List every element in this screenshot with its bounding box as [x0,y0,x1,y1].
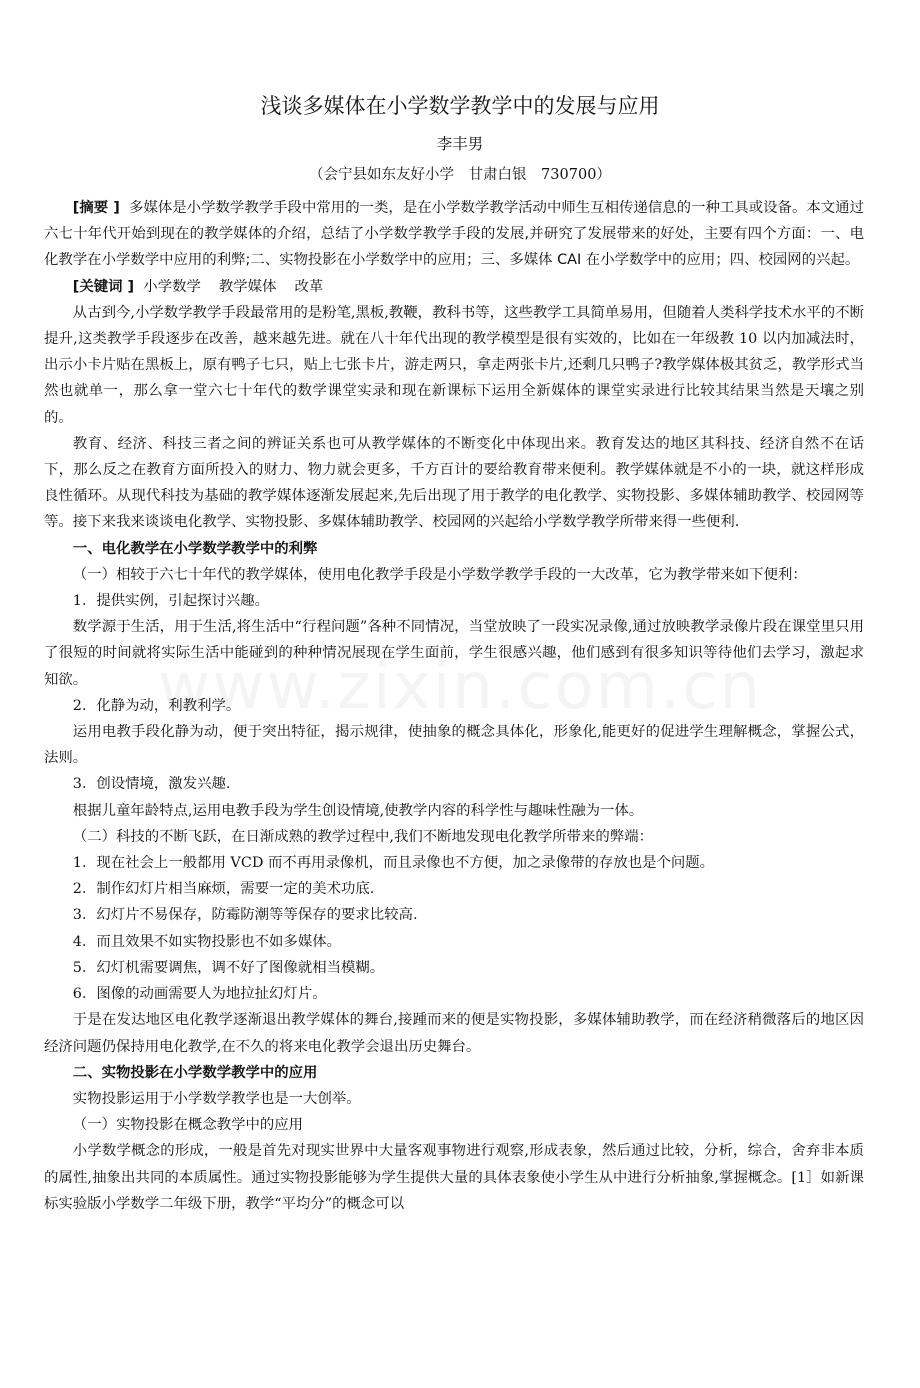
body-paragraph: 于是在发达地区电化教学逐渐退出教学媒体的舞台,接踵而来的便是实物投影，多媒体辅助教学，而在经济稍微落后的地区因经济问题仍保持用电化教学,在不久的将来电化教学会退出历史舞台。 [44,1012,864,1055]
abstract-text: 多媒体是小学数学教学手段中常用的一类，是在小学数学教学活动中师生互相传递信息的一种工具或设备。本文通过六七十年代开始到现在的教学媒体的介绍，总结了小学数学教学手段的发展,并研究了发展带来的好处，主要有四个方面：一、电化教学在小学数学中应用的利弊;二、实物投影在小学数学中的应用；三、多媒体 CAI 在小学数学中的应用；四、校园网的兴起。 [44,200,864,269]
list-item: 5．幻灯机需要调焦，调不好了图像就相当模糊。 [72,959,385,976]
abstract-label: [摘要 ] [72,200,120,216]
list-item: 4．而且效果不如实物投影也不如多媒体。 [72,933,341,950]
abstract [44,195,864,274]
list-item: 2．化静为动，利教利学。 [72,697,241,714]
body-paragraph: 从古到今,小学数学教学手段最常用的是粉笔,黑板,教鞭，教科书等，这些教学工具简单易用，但随着人类科学技术水平的不断提升,这类教学手段逐步在改善，越来越先进。就在八十年代出现的教学模型是很有实效的，比如在一年级教 10 以内加减法时，出示小卡片贴在黑板上，原有鸭子七只，贴上七张卡片，游走两只，拿走两张卡片,还剩几只鸭子?教学媒体极其贫乏，教学形式当然也就单一，那么拿一堂六七十年代的数学课堂实录和现在新课标下运用全新媒体的课堂实录进行比较其结果当然是天壤之别的。 [44,304,864,426]
section-heading: 二、实物投影在小学数学教学中的应用 [72,1064,318,1081]
body-paragraph: 教育、经济、科技三者之间的辨证关系也可从教学媒体的不断变化中体现出来。教育发达的地区其科技、经济自然不在话下，那么反之在教育方面所投入的财力、物力就会更多，千方百计的要给教育带来便利。教学媒体就是不小的一块，就这样形成良性循环。从现代科技为基础的教学媒体逐渐发展起来,先后出现了用于教学的电化教学、实物投影、多媒体辅助教学、校园网等等。接下来我来谈谈电化教学、实物投影、多媒体辅助教学、校园网的兴起给小学数学教学所带来得一些便利. [44,435,864,531]
keyword-item: 教学媒体 [218,278,277,295]
section-heading: 一、电化教学在小学数学教学中的利弊 [72,540,318,557]
body-paragraph: 小学数学概念的形成，一般是首先对现实世界中大量客观事物进行观察,形成表象，然后通过比较，分析，综合，舍弃非本质的属性,抽象出共同的本质属性。通过实物投影能够为学生提供大量的具体表象使小学生从中进行分析抽象,掌握概念。[1］如新课标实验版小学数学二年级下册，教学“平均分”的概念可以 [44,1143,864,1212]
body-paragraph: 根据儿童年龄特点,运用电教手段为学生创设情境,使教学内容的科学性与趣味性融为一体。 [72,802,644,819]
subsection-paragraph: （一）相较于六七十年代的教学媒体，使用电化教学手段是小学数学教学手段的一大改革，它为教学带来如下便利： [72,566,807,583]
keyword-item: 改革 [294,278,324,295]
body-paragraph: 运用电教手段化静为动，便于突出特征，揭示规律，使抽象的概念具体化，形象化,能更好的促进学生理解概念，掌握公式，法则。 [44,724,864,767]
keywords [44,274,864,300]
list-item: 6．图像的动画需要人为地拉扯幻灯片。 [72,986,327,1003]
document-body [44,195,864,1217]
list-item: 1．现在社会上一般都用 VCD 而不再用录像机，而且录像也不方便，加之录像带的存放也是个问题。 [72,855,715,872]
list-item: 1．提供实例，引起探讨兴趣。 [72,593,270,610]
list-item: 3．幻灯片不易保存，防霉防潮等等保存的要求比较高. [72,907,418,924]
list-item: 3．创设情境，激发兴趣. [72,776,231,793]
author-name: 李丰男 [436,135,484,153]
keyword-item: 小学数学 [143,278,201,295]
keywords-label: [关键词 ] [72,278,135,295]
paper-title: 浅谈多媒体在小学数学教学中的发展与应用 [260,94,660,118]
author-affiliation: （会宁县如东友好小学 甘肃白银 730700） [309,167,611,183]
subsection-heading: （一）实物投影在概念教学中的应用 [72,1117,304,1134]
body-paragraph: 数学源于生活，用于生活,将生活中“行程问题”各种不同情况，当堂放映了一段实况录像,通过放映教学录像片段在课堂里只用了很短的时间就将实际生活中能碰到的种种情况展现在学生面前，学生很感兴趣，他们感到有很多知识等待他们去学习，激起求知欲。 [44,619,864,688]
body-paragraph: 实物投影运用于小学数学教学也是一大创举。 [72,1090,361,1107]
subsection-paragraph: （二）科技的不断飞跃，在日渐成熟的教学过程中,我们不断地发现电化教学所带来的弊端： [72,828,653,845]
list-item: 2．制作幻灯片相当麻烦，需要一定的美术功底. [72,881,375,898]
